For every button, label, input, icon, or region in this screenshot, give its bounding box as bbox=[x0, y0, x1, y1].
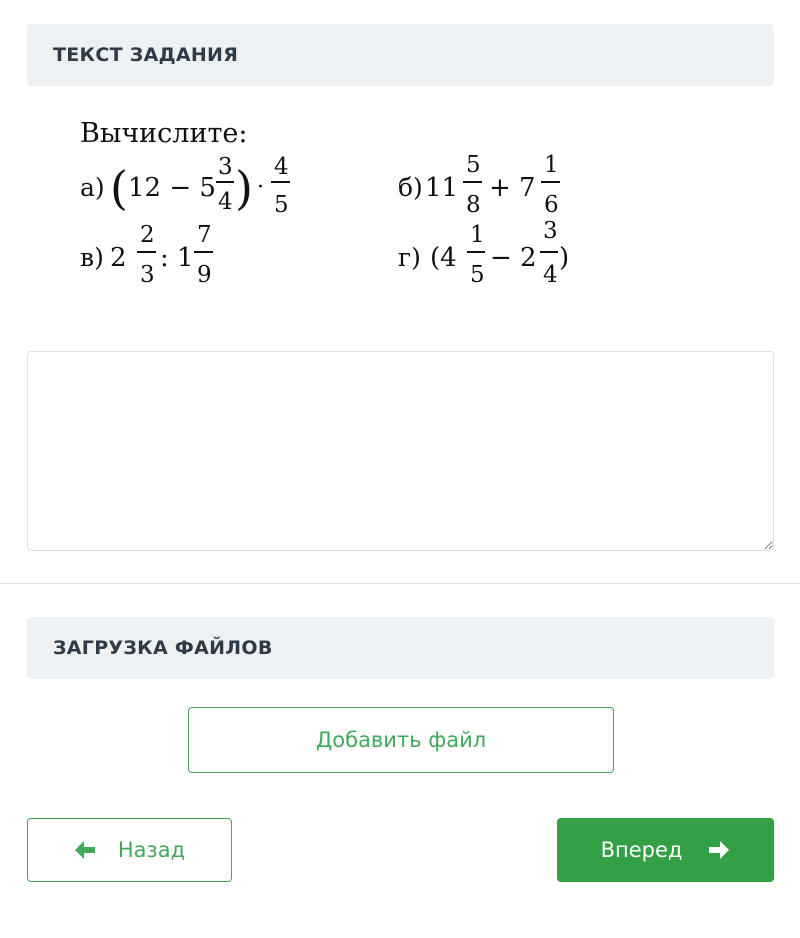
svg-text:(4: (4 bbox=[430, 243, 457, 273]
svg-text:6: 6 bbox=[544, 192, 559, 218]
task-item-v-label: в) bbox=[80, 243, 104, 272]
svg-text:12 − 5: 12 − 5 bbox=[128, 173, 216, 203]
svg-text:·: · bbox=[257, 175, 264, 200]
answer-textarea[interactable] bbox=[27, 351, 774, 551]
add-file-button[interactable] bbox=[188, 707, 614, 773]
svg-text:5: 5 bbox=[274, 192, 289, 218]
task-item-g-label: г) bbox=[398, 243, 421, 272]
files-section-title: ЗАГРУЗКА ФАЙЛОВ bbox=[53, 637, 273, 659]
next-button[interactable] bbox=[557, 818, 774, 882]
svg-text:7: 7 bbox=[197, 222, 212, 248]
svg-text:): ) bbox=[559, 243, 570, 273]
svg-text:1: 1 bbox=[544, 152, 559, 178]
section-divider bbox=[0, 583, 800, 584]
svg-text:2: 2 bbox=[110, 243, 127, 273]
task-section-header bbox=[27, 24, 774, 86]
add-file-label: Добавить файл bbox=[315, 728, 487, 752]
svg-text:3: 3 bbox=[140, 262, 155, 288]
svg-text:1: 1 bbox=[470, 222, 485, 248]
svg-text:− 2: − 2 bbox=[490, 243, 537, 273]
next-label: Вперед bbox=[600, 838, 683, 862]
svg-text:3: 3 bbox=[543, 218, 558, 244]
task-item-a-label: а) bbox=[80, 173, 105, 202]
svg-text:): ) bbox=[235, 161, 253, 215]
svg-text:4: 4 bbox=[543, 262, 558, 288]
svg-text:3: 3 bbox=[218, 154, 233, 180]
svg-text:4: 4 bbox=[274, 154, 289, 180]
svg-text:11: 11 bbox=[425, 173, 459, 203]
svg-text:5: 5 bbox=[470, 262, 485, 288]
arrow-left-icon bbox=[74, 840, 96, 860]
task-item-v bbox=[80, 222, 213, 288]
svg-text:(: ( bbox=[110, 161, 128, 215]
task-item-g bbox=[398, 218, 569, 288]
task-heading: Вычислите: bbox=[80, 118, 248, 149]
task-image bbox=[80, 112, 600, 302]
svg-text:5: 5 bbox=[466, 152, 481, 178]
files-section-header bbox=[27, 617, 774, 679]
task-section-title: ТЕКСТ ЗАДАНИЯ bbox=[53, 44, 239, 66]
back-button[interactable] bbox=[27, 818, 232, 882]
svg-text:8: 8 bbox=[466, 192, 481, 218]
svg-text:9: 9 bbox=[197, 262, 212, 288]
svg-text:2: 2 bbox=[140, 222, 155, 248]
back-label: Назад bbox=[117, 838, 186, 862]
svg-text:4: 4 bbox=[218, 189, 233, 215]
arrow-right-icon bbox=[708, 840, 730, 860]
task-item-a bbox=[80, 154, 290, 218]
svg-text:+ 7: + 7 bbox=[489, 173, 536, 203]
svg-text:: 1: : 1 bbox=[160, 243, 194, 273]
task-item-b bbox=[398, 152, 560, 218]
task-item-b-label: б) bbox=[398, 173, 423, 202]
